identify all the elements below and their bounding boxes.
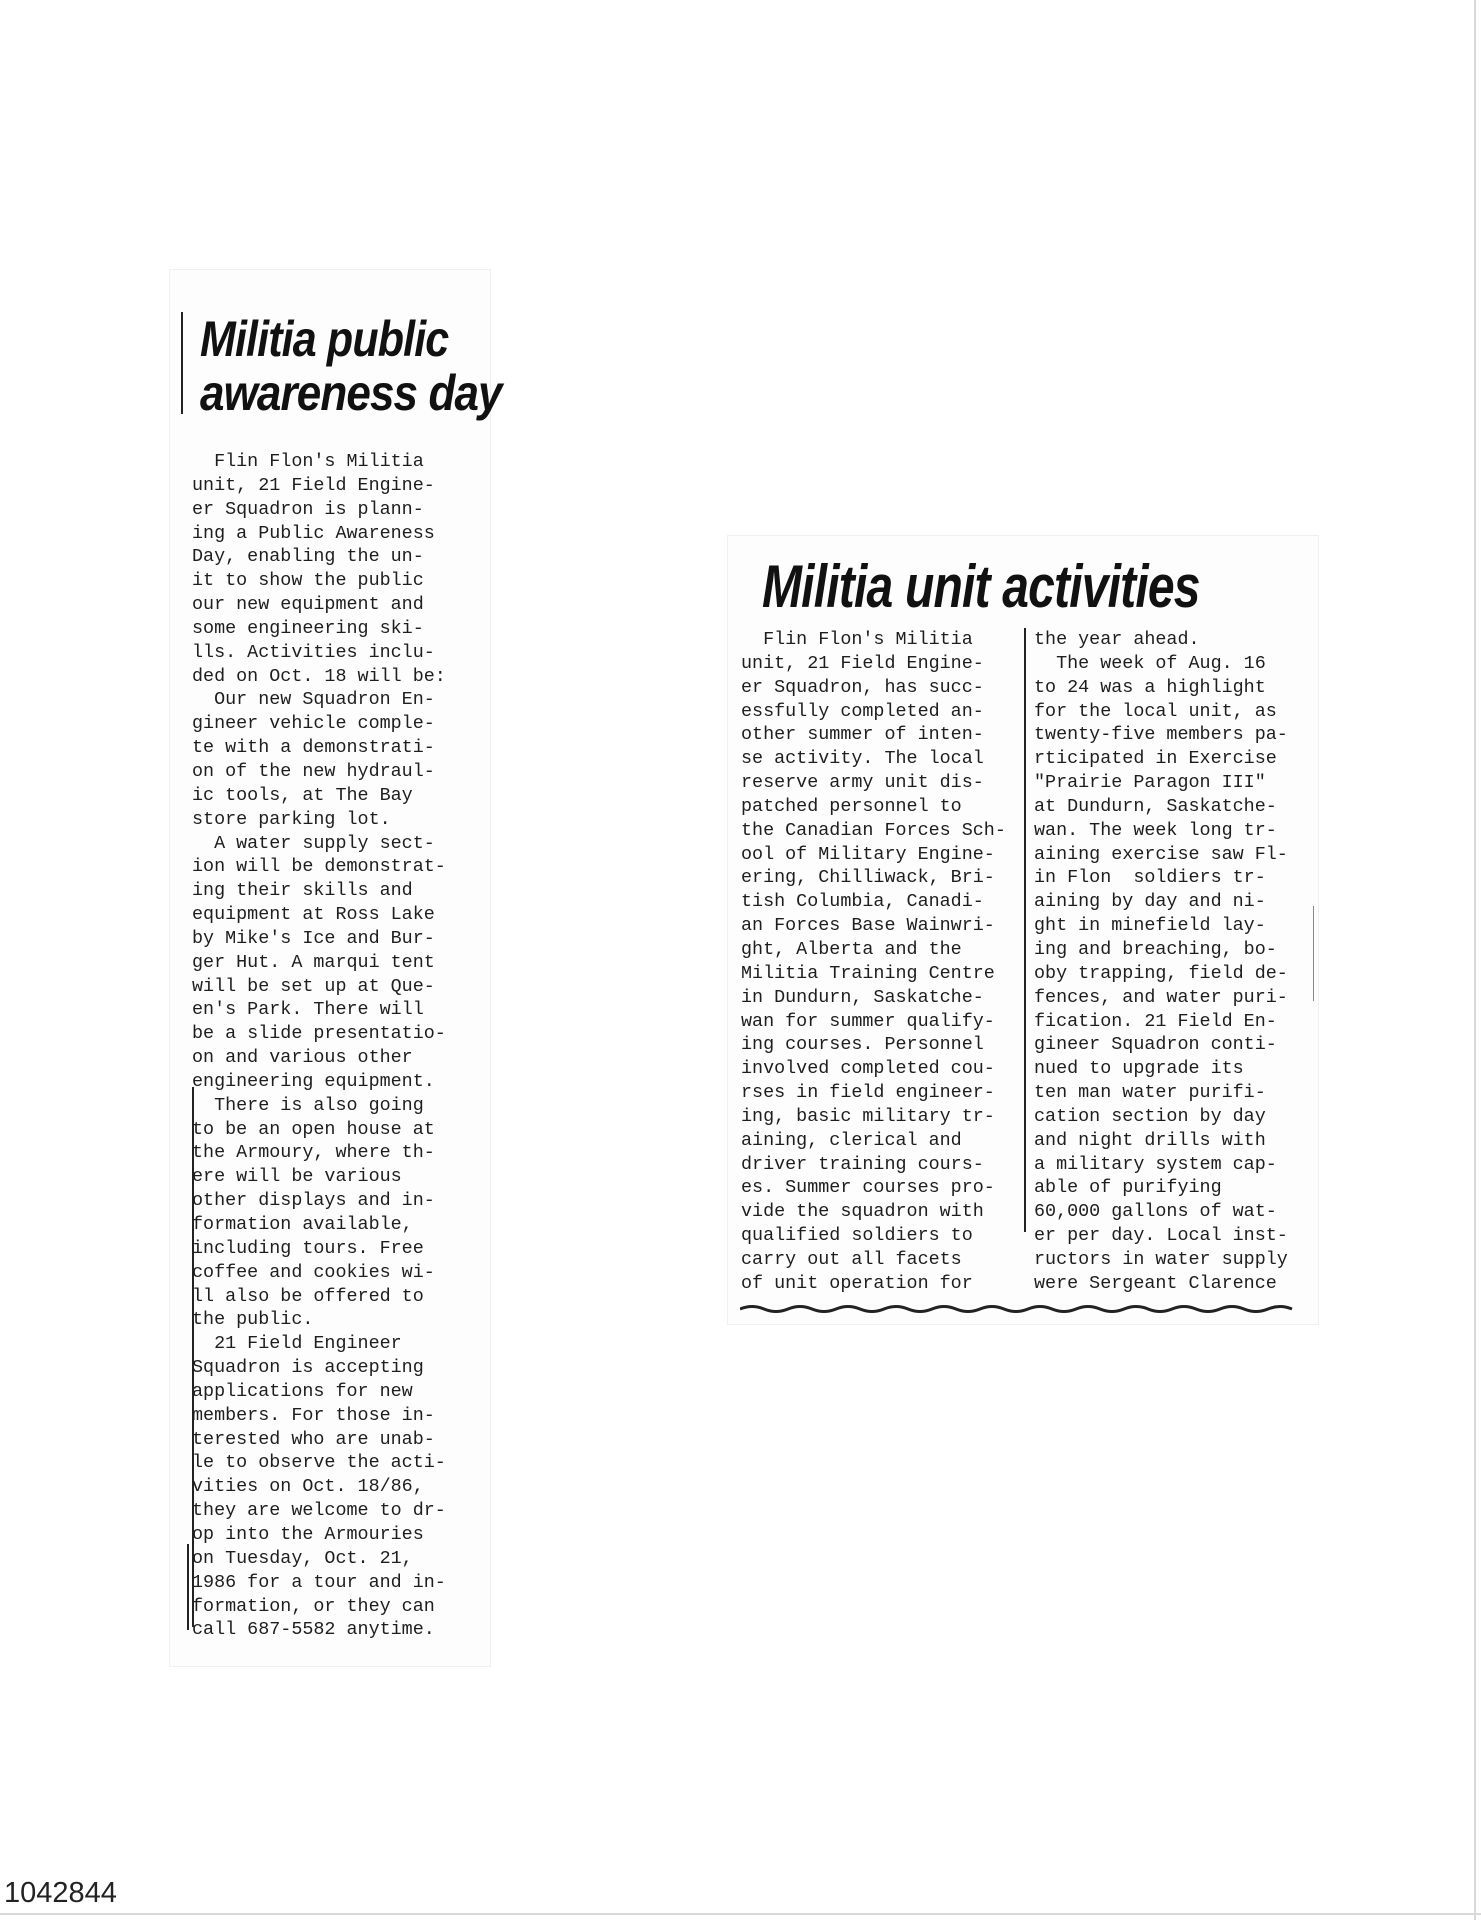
text-line: er Squadron is plann- [192, 498, 424, 520]
text-line: ion will be demonstrat- [192, 856, 446, 878]
text-line: Squadron is accepting [192, 1357, 424, 1379]
text-line: lls. Activities inclu- [192, 641, 435, 663]
text-line: 60,000 gallons of wat- [1034, 1201, 1277, 1223]
text-line: ded on Oct. 18 will be: [192, 665, 446, 687]
text-line: to be an open house at [192, 1118, 435, 1140]
text-line: be a slide presentatio- [192, 1023, 446, 1045]
text-line: in Dundurn, Saskatche- [741, 986, 984, 1008]
text-line: wan. The week long tr- [1034, 819, 1277, 841]
text-line: er per day. Local inst- [1034, 1225, 1288, 1247]
text-line: aining exercise saw Fl- [1034, 843, 1288, 865]
headline: Militia unit activities [762, 553, 1200, 620]
text-line: terested who are unab- [192, 1428, 435, 1450]
text-line: tish Columbia, Canadi- [741, 891, 984, 913]
text-line: the Canadian Forces Sch- [741, 819, 1006, 841]
text-line: of unit operation for [741, 1272, 973, 1294]
text-line: ic tools, at The Bay [192, 784, 413, 806]
text-line: "Prairie Paragon III" [1034, 772, 1266, 794]
text-line: reserve army unit dis- [741, 772, 984, 794]
text-line: er Squadron, has succ- [741, 676, 984, 698]
text-line: A water supply sect- [192, 832, 435, 854]
text-line: nued to upgrade its [1034, 1058, 1244, 1080]
column-divider [1024, 628, 1026, 1232]
text-line: unit, 21 Field Engine- [741, 652, 984, 674]
text-line: cation section by day [1034, 1105, 1266, 1127]
text-line: were Sergeant Clarence [1034, 1272, 1277, 1294]
page-edge-right [1474, 0, 1476, 1920]
article-body-column-2 [1034, 628, 1314, 1296]
text-line: es. Summer courses pro- [741, 1177, 995, 1199]
text-line: le to observe the acti- [192, 1452, 446, 1474]
text-line: se activity. The local [741, 748, 984, 770]
text-line: at Dundurn, Saskatche- [1034, 795, 1277, 817]
text-line: The week of Aug. 16 [1034, 652, 1266, 674]
text-line: en's Park. There will [192, 999, 424, 1021]
text-line: carry out all facets [741, 1248, 962, 1270]
text-line: ing and breaching, bo- [1034, 938, 1277, 960]
text-line: vities on Oct. 18/86, [192, 1476, 424, 1498]
text-line: on Tuesday, Oct. 21, [192, 1547, 413, 1569]
text-line: gineer vehicle comple- [192, 713, 435, 735]
text-line: and night drills with [1034, 1129, 1266, 1151]
text-line: ing their skills and [192, 880, 413, 902]
text-line: involved completed cou- [741, 1058, 995, 1080]
article-body-column-1 [741, 628, 1016, 1296]
text-line: ten man water purifi- [1034, 1082, 1266, 1104]
text-line: gineer Squadron conti- [1034, 1034, 1277, 1056]
text-line: call 687-5582 anytime. [192, 1619, 435, 1641]
text-line: will be set up at Que- [192, 975, 435, 997]
text-line: an Forces Base Wainwri- [741, 915, 995, 937]
text-line: Day, enabling the un- [192, 546, 424, 568]
text-line: op into the Armouries [192, 1523, 424, 1545]
page-edge-bottom [0, 1913, 1481, 1915]
text-line: aining by day and ni- [1034, 891, 1266, 913]
text-line: our new equipment and [192, 594, 424, 616]
text-line: essfully completed an- [741, 700, 984, 722]
text-line: rses in field engineer- [741, 1082, 995, 1104]
text-line: vide the squadron with [741, 1201, 984, 1223]
text-line: Flin Flon's Militia [741, 629, 973, 650]
text-line: ger Hut. A marqui tent [192, 951, 435, 973]
text-line: oby trapping, field de- [1034, 962, 1288, 984]
article-body [192, 450, 482, 1642]
bottom-wavy-rule [740, 1303, 1295, 1315]
headline-line-1: Militia public [200, 311, 449, 367]
text-line: ing a Public Awareness [192, 522, 435, 544]
text-line: Militia Training Centre [741, 962, 995, 984]
text-line: ing courses. Personnel [741, 1034, 984, 1056]
text-line: ructors in water supply [1034, 1248, 1288, 1270]
text-line: ing, basic military tr- [741, 1105, 995, 1127]
text-line: ll also be offered to [192, 1285, 424, 1307]
text-line: fences, and water puri- [1034, 986, 1288, 1008]
text-line: for the local unit, as [1034, 700, 1277, 722]
text-line: to 24 was a highlight [1034, 676, 1266, 698]
text-line: it to show the public [192, 570, 424, 592]
text-line: ght, Alberta and the [741, 938, 962, 960]
text-line: ering, Chilliwack, Bri- [741, 867, 995, 889]
text-line: the year ahead. [1034, 629, 1200, 650]
text-line: fication. 21 Field En- [1034, 1010, 1277, 1032]
text-line: they are welcome to dr- [192, 1500, 446, 1522]
text-line: in Flon soldiers tr- [1034, 867, 1266, 889]
text-line: store parking lot. [192, 808, 391, 830]
text-line: formation, or they can [192, 1595, 435, 1617]
text-line: other summer of inten- [741, 724, 984, 746]
text-line: a military system cap- [1034, 1153, 1277, 1175]
text-line: twenty-five members pa- [1034, 724, 1288, 746]
text-line: including tours. Free [192, 1237, 424, 1259]
text-line: ere will be various [192, 1166, 402, 1188]
text-line: on of the new hydraul- [192, 760, 435, 782]
text-line: Flin Flon's Militia [192, 451, 424, 472]
text-line: qualified soldiers to [741, 1225, 973, 1247]
text-line: able of purifying [1034, 1177, 1222, 1199]
text-line: the public. [192, 1309, 314, 1331]
clipping-unit-activities [728, 536, 1318, 1324]
text-line: the Armoury, where th- [192, 1142, 435, 1164]
text-line: te with a demonstrati- [192, 737, 435, 759]
text-line: rticipated in Exercise [1034, 748, 1277, 770]
text-line: unit, 21 Field Engine- [192, 474, 435, 496]
text-line: patched personnel to [741, 795, 962, 817]
headline-line-2: awareness day [200, 365, 502, 421]
text-line: other displays and in- [192, 1190, 435, 1212]
clipping-awareness-day [170, 270, 502, 1666]
text-line: ght in minefield lay- [1034, 915, 1266, 937]
text-line: coffee and cookies wi- [192, 1261, 435, 1283]
column-rule [181, 312, 183, 414]
text-line: driver training cours- [741, 1153, 984, 1175]
text-line: ool of Military Engine- [741, 843, 995, 865]
text-line: some engineering ski- [192, 617, 424, 639]
text-line: on and various other [192, 1047, 413, 1069]
text-line: engineering equipment. [192, 1070, 435, 1092]
page-number: 1042844 [4, 1877, 117, 1909]
text-line: Our new Squadron En- [192, 689, 435, 711]
text-line: formation available, [192, 1214, 413, 1235]
text-line: by Mike's Ice and Bur- [192, 927, 435, 949]
text-line: aining, clerical and [741, 1129, 962, 1151]
text-line: members. For those in- [192, 1404, 435, 1426]
column-rule [187, 1544, 189, 1630]
text-line: equipment at Ross Lake [192, 904, 435, 926]
text-line: 1986 for a tour and in- [192, 1571, 446, 1593]
text-line: applications for new [192, 1380, 413, 1402]
text-line: 21 Field Engineer [192, 1333, 402, 1355]
text-line: There is also going [192, 1094, 424, 1116]
text-line: wan for summer qualify- [741, 1010, 995, 1032]
